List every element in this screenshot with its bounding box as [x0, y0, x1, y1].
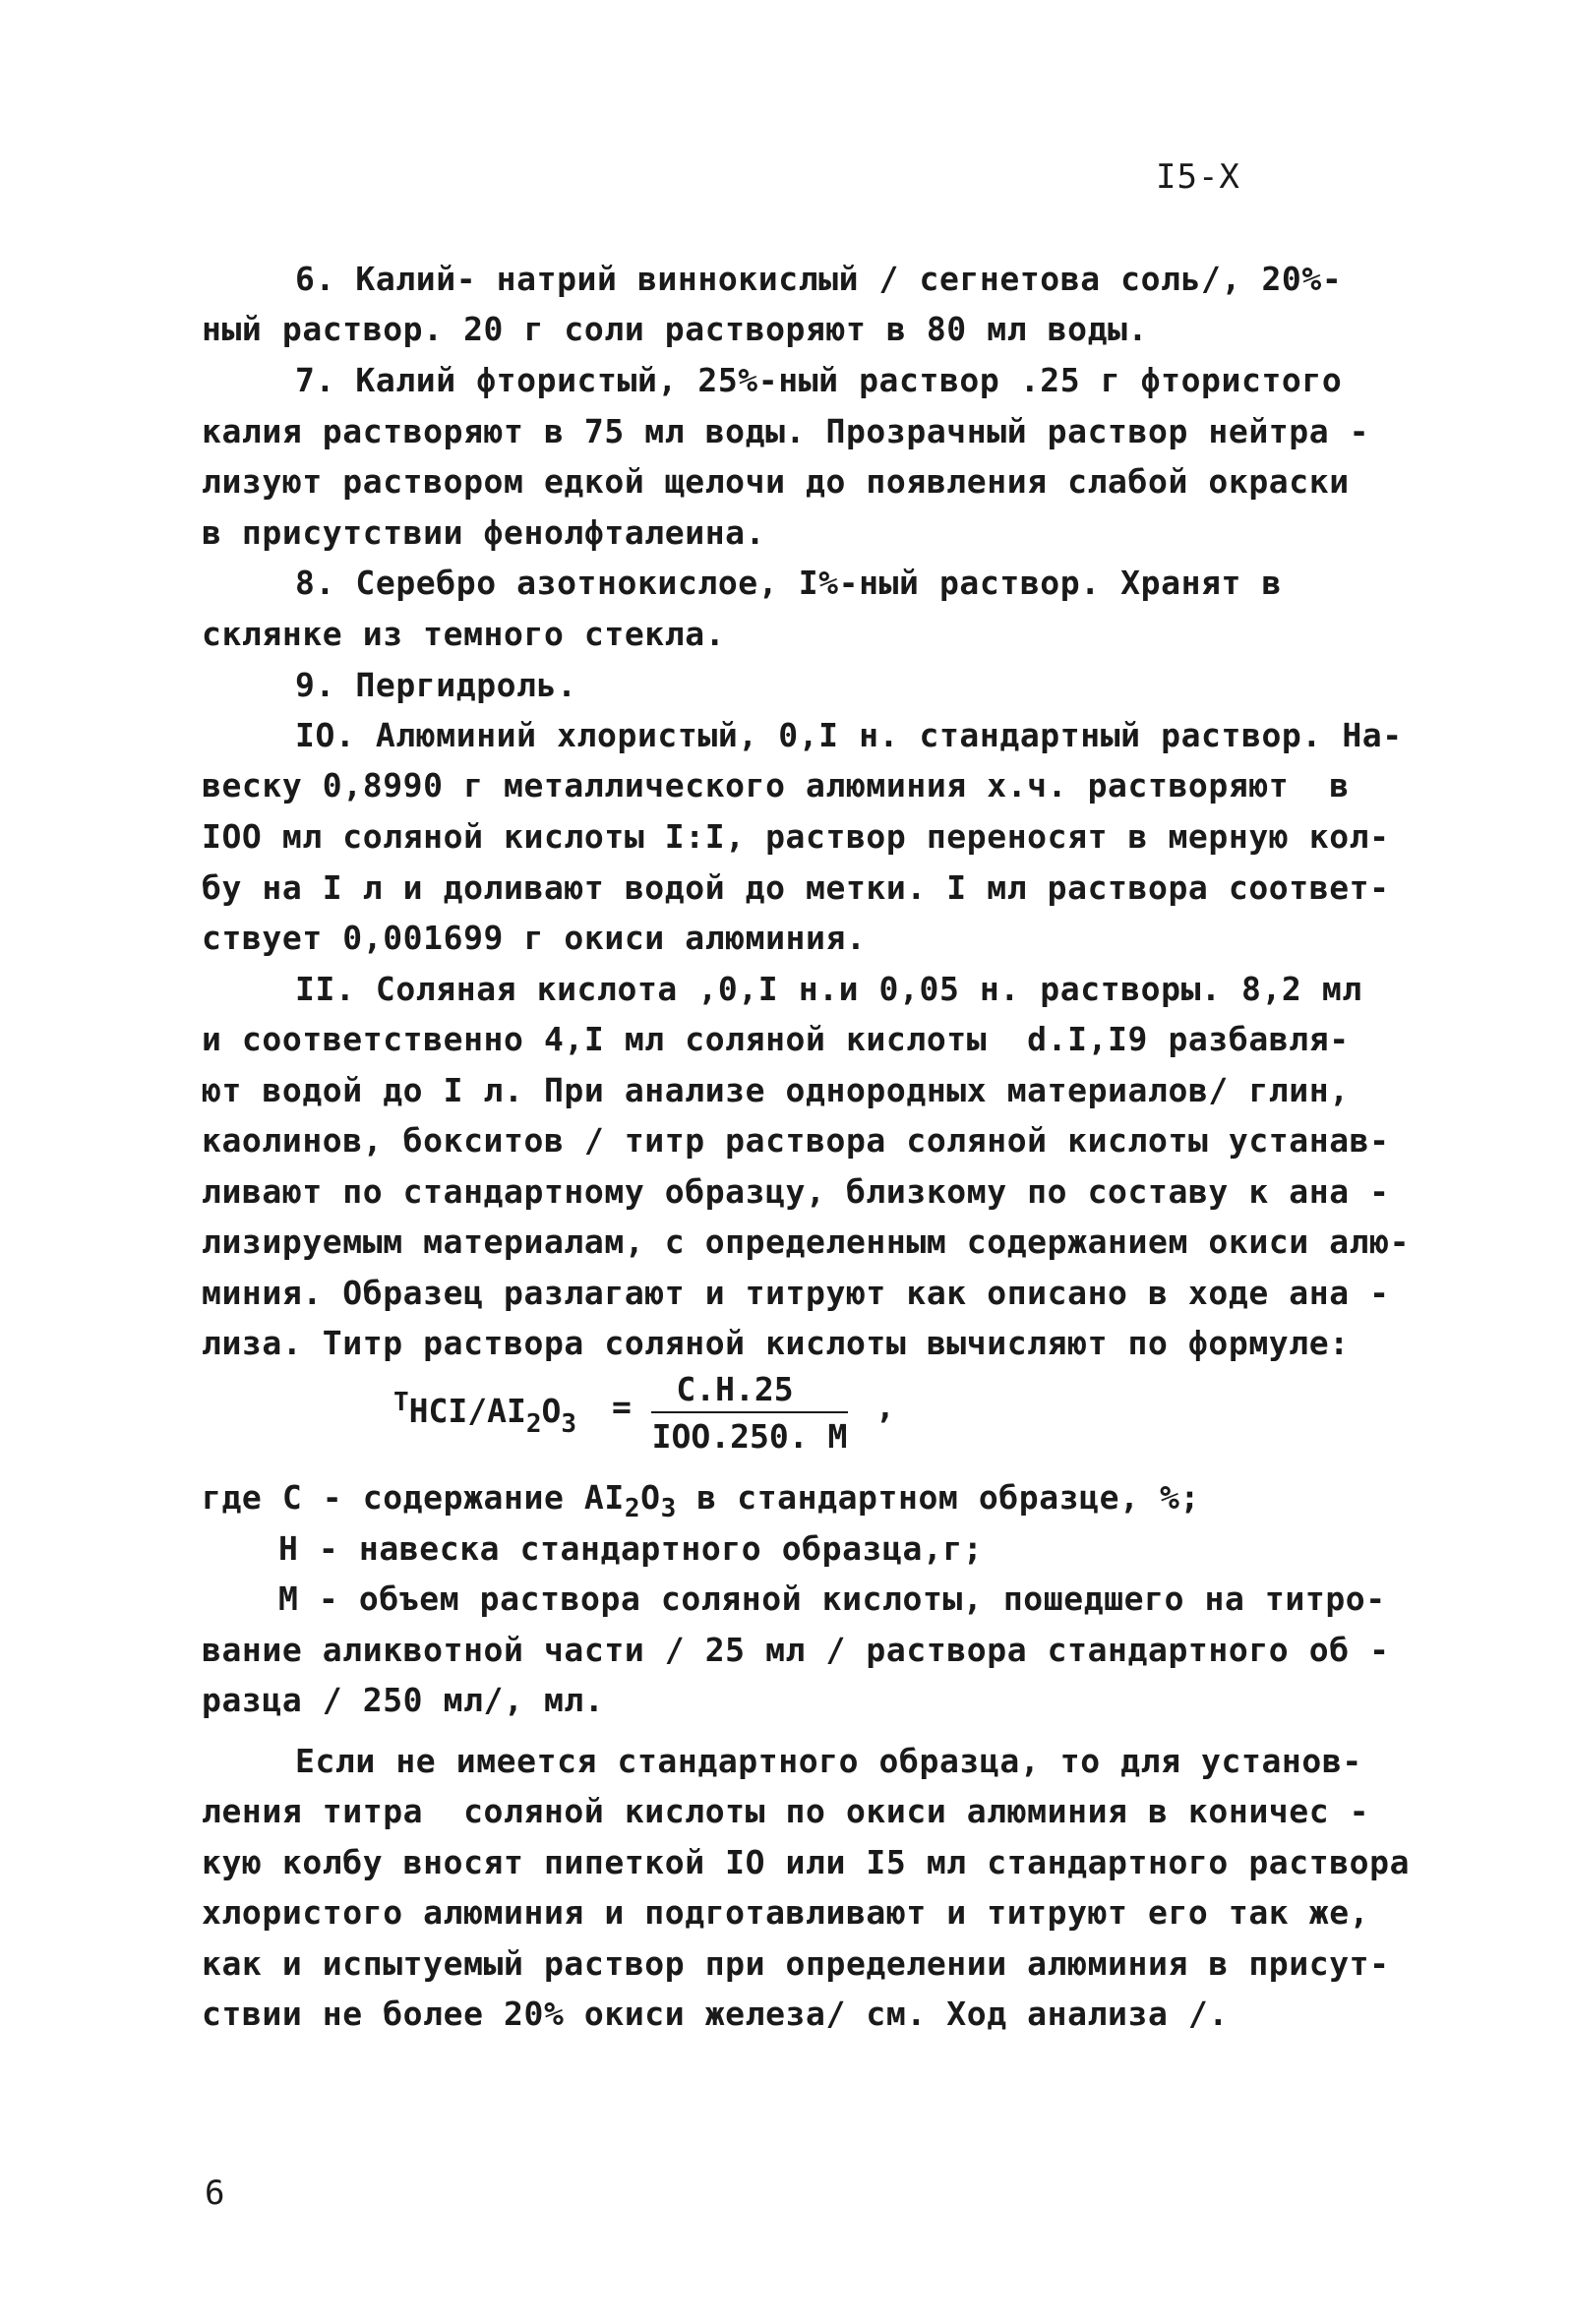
where-m-line: М - объем раствора соляной кислоты, пошедшего на титро- [278, 1579, 1386, 1618]
text-line: хлористого алюминия и подготавливают и титруют его так же, [202, 1893, 1370, 1932]
text-line: миния. Образец разлагают и титруют как описано в ходе ана - [202, 1274, 1390, 1312]
text-line: IOO мл соляной кислоты I:I, раствор переносят в мерную кол- [202, 817, 1390, 856]
text-line: 6. Калий- натрий виннокислый / сегнетова соль/, 20%- [295, 260, 1343, 298]
text-line: II. Соляная кислота ,0,I н.и 0,05 н. растворы. 8,2 мл [295, 970, 1362, 1008]
formula-comma: , [875, 1388, 895, 1426]
titre-formula [393, 1370, 984, 1478]
text-line: 8. Серебро азотнокислое, I%-ный раствор. Хранят в [295, 564, 1282, 602]
text-line: лизируемым материалам, с определенным содержанием окиси алю- [202, 1222, 1411, 1261]
text-line: калия растворяют в 75 мл воды. Прозрачный раствор нейтра - [202, 412, 1370, 450]
text-line: ствует 0,001699 г окиси алюминия. [202, 919, 867, 957]
text-line: как и испытуемый раствор при определении алюминия в присут- [202, 1944, 1390, 1983]
fraction-bar [651, 1411, 848, 1413]
text-line: IO. Алюминий хлористый, 0,I н. стандартный раствор. На- [295, 716, 1403, 754]
text-line: 9. Пергидроль. [295, 666, 577, 704]
text-line: лиза. Титр раствора соляной кислоты вычисляют по формуле: [202, 1324, 1350, 1362]
formula-numerator: С.Н.25 [676, 1370, 794, 1408]
text-line: ный раствор. 20 г соли растворяют в 80 мл воды. [202, 310, 1148, 348]
text-line: ют водой до I л. При анализе однородных материалов/ глин, [202, 1071, 1350, 1109]
text-line: лизуют раствором едкой щелочи до появления слабой окраски [202, 462, 1350, 501]
where-m-line: вание аликвотной части / 25 мл / раствора стандартного об - [202, 1631, 1390, 1669]
where-m-line: разца / 250 мл/, мл. [202, 1681, 605, 1719]
text-line: бу на I л и доливают водой до метки. I мл раствора соответ- [202, 868, 1390, 907]
page-code: I5-X [1156, 157, 1240, 197]
text-line: ствии не более 20% окиси железа/ см. Ход анализа /. [202, 1995, 1229, 2033]
text-line: в присутствии фенолфталеина. [202, 513, 766, 552]
text-line: каолинов, бокситов / титр раствора соляной кислоты устанав- [202, 1121, 1390, 1160]
page-number: 6 [205, 2174, 226, 2213]
text-line: склянке из темного стекла. [202, 615, 726, 653]
formula-lhs: $^THCI/AI_2O_3$ [393, 1388, 577, 1439]
where-c-line: где С - содержание $AI_2O_3$ в стандартном образце, %; [202, 1478, 1200, 1523]
text-line: Если не имеется стандартного образца, то для установ- [295, 1742, 1362, 1780]
text-line: кую колбу вносят пипеткой IO или I5 мл стандартного раствора [202, 1843, 1411, 1881]
text-line: ления титра соляной кислоты по окиси алюминия в коничес - [202, 1792, 1370, 1830]
text-line: и соответственно 4,I мл соляной кислоты d.I,I9 разбавля- [202, 1020, 1350, 1058]
text-line: 7. Калий фтористый, 25%-ный раствор .25 г фтористого [295, 361, 1343, 399]
text-line: ливают по стандартному образцу, близкому по составу к ана - [202, 1172, 1390, 1211]
formula-denominator: IOO.250. М [651, 1417, 848, 1456]
where-h-line: Н - навеска стандартного образца,г; [278, 1529, 984, 1568]
formula-equals: = [612, 1388, 632, 1426]
text-line: веску 0,8990 г металлического алюминия х.ч. растворяют в [202, 766, 1350, 804]
